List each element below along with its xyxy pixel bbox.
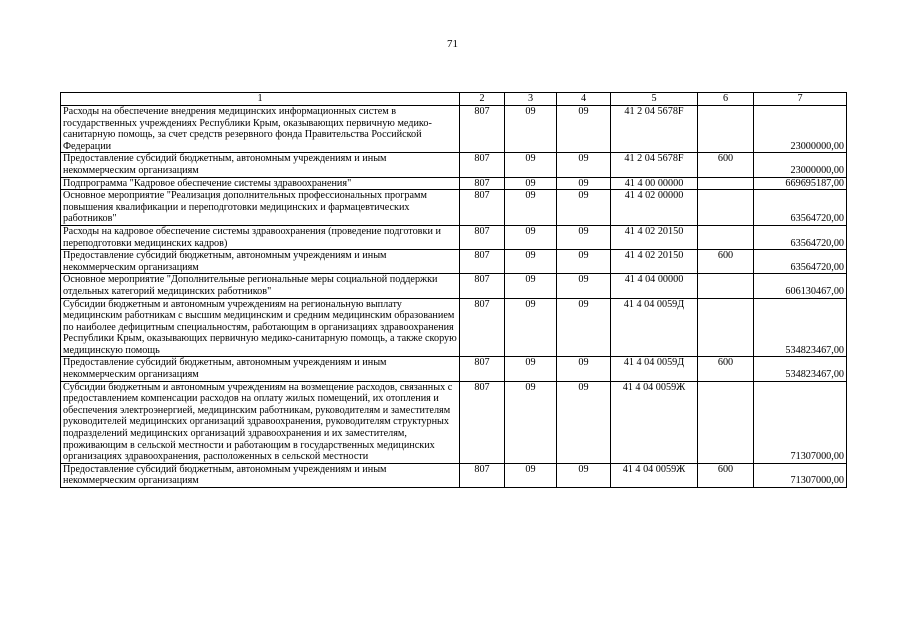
row-subsection-cell: 09 [557,177,611,190]
row-target-article-cell: 41 4 02 00000 [611,190,698,226]
row-admin-code-cell: 807 [460,177,505,190]
row-target-article-cell: 41 4 02 20150 [611,250,698,274]
row-name-cell: Расходы на кадровое обеспечение системы здравоохранения (проведение подготовки и переподготовки медицинских кадров) [61,225,460,249]
table-row [61,177,847,190]
row-admin-code-cell: 807 [460,225,505,249]
row-amount-cell [754,381,847,463]
table-row [61,190,847,226]
table-row [61,106,847,153]
row-expense-type-cell [698,225,754,249]
row-target-article-cell: 41 2 04 5678F [611,106,698,153]
row-amount-cell [754,250,847,274]
row-admin-code-cell: 807 [460,250,505,274]
row-name-cell: Субсидии бюджетным и автономным учреждениям на возмещение расходов, связанных с предоставлением компенсации расходов на оплату жилых помещений, их отопления и обеспечения электроэнергией, медицинским работникам, руководителям и заместителям руководителей медицинских организаций здравоохранения, руководителям структурных подразделений медицинских организаций здравоохранения и их заместителям, проживающим в сельской местности и работающим в государственных медицинских организациях здравоохранения, расположенных в сельской местности [61,381,460,463]
amount-value: 23000000,00 [790,164,844,176]
row-expense-type-cell: 600 [698,357,754,381]
amount-value: 23000000,00 [790,140,844,152]
row-target-article-cell: 41 4 00 00000 [611,177,698,190]
row-expense-type-cell [698,381,754,463]
row-expense-type-cell [698,274,754,298]
row-admin-code-cell: 807 [460,106,505,153]
amount-value: 63564720,00 [790,213,844,225]
header-cell-7: 7 [754,93,847,106]
budget-table-body [61,93,847,488]
row-target-article-cell: 41 4 02 20150 [611,225,698,249]
row-target-article-cell: 41 4 04 0059Д [611,357,698,381]
row-section-cell: 09 [505,274,557,298]
row-expense-type-cell: 600 [698,463,754,487]
amount-value: 63564720,00 [790,237,844,249]
row-name-cell: Основное мероприятие "Реализация дополнительных профессиональных программ повышения квалификации и переподготовки медицинских и фармацевтических работников" [61,190,460,226]
row-section-cell: 09 [505,106,557,153]
row-name-cell: Субсидии бюджетным и автономным учреждениям на региональную выплату медицинским работникам с высшим медицинским и средним медицинским образованием по наиболее дефицитным специальностям, работающим в организациях здравоохранения Республики Крым, оказывающих первичную медико-санитарную помощь, а также скорую медицинскую помощь [61,298,460,357]
table-header-row [61,93,847,106]
header-cell-6: 6 [698,93,754,106]
row-name-cell: Предоставление субсидий бюджетным, автономным учреждениям и иным некоммерческим организациям [61,153,460,177]
row-name-cell: Предоставление субсидий бюджетным, автономным учреждениям и иным некоммерческим организациям [61,463,460,487]
row-amount-cell [754,225,847,249]
row-admin-code-cell: 807 [460,274,505,298]
table-row [61,357,847,381]
row-subsection-cell: 09 [557,250,611,274]
row-name-cell: Предоставление субсидий бюджетным, автономным учреждениям и иным некоммерческим организациям [61,357,460,381]
header-cell-4: 4 [557,93,611,106]
amount-value: 606130467,00 [785,285,844,297]
row-target-article-cell: 41 2 04 5678F [611,153,698,177]
row-subsection-cell: 09 [557,381,611,463]
row-section-cell: 09 [505,381,557,463]
table-row [61,298,847,357]
table-row [61,250,847,274]
row-amount-cell [754,298,847,357]
table-row [61,153,847,177]
table-row [61,225,847,249]
row-expense-type-cell [698,190,754,226]
row-expense-type-cell [698,106,754,153]
table-row [61,274,847,298]
header-cell-5: 5 [611,93,698,106]
row-section-cell: 09 [505,298,557,357]
row-section-cell: 09 [505,357,557,381]
row-expense-type-cell [698,298,754,357]
row-subsection-cell: 09 [557,463,611,487]
row-admin-code-cell: 807 [460,190,505,226]
row-amount-cell [754,177,847,190]
row-admin-code-cell: 807 [460,381,505,463]
amount-value: 669695187,00 [785,177,844,189]
row-section-cell: 09 [505,250,557,274]
row-name-cell: Расходы на обеспечение внедрения медицинских информационных систем в государственных учреждениях Республики Крым, оказывающих первичную медико-санитарную помощь, за счет средств резервного фонда Правительства Российской Федерации [61,106,460,153]
table-row [61,463,847,487]
row-section-cell: 09 [505,177,557,190]
row-section-cell: 09 [505,190,557,226]
row-target-article-cell: 41 4 04 0059Д [611,298,698,357]
row-subsection-cell: 09 [557,190,611,226]
row-subsection-cell: 09 [557,298,611,357]
row-expense-type-cell [698,177,754,190]
amount-value: 71307000,00 [790,475,844,487]
amount-value: 71307000,00 [790,451,844,463]
row-name-cell: Предоставление субсидий бюджетным, автономным учреждениям и иным некоммерческим организациям [61,250,460,274]
row-amount-cell [754,357,847,381]
row-subsection-cell: 09 [557,274,611,298]
row-subsection-cell: 09 [557,153,611,177]
header-cell-2: 2 [460,93,505,106]
amount-value: 534823467,00 [785,344,844,356]
row-name-cell: Подпрограмма "Кадровое обеспечение системы здравоохранения" [61,177,460,190]
row-expense-type-cell: 600 [698,250,754,274]
row-amount-cell [754,190,847,226]
header-cell-1: 1 [61,93,460,106]
row-admin-code-cell: 807 [460,357,505,381]
row-section-cell: 09 [505,463,557,487]
page-number: 71 [447,38,458,50]
header-cell-3: 3 [505,93,557,106]
row-subsection-cell: 09 [557,357,611,381]
row-target-article-cell: 41 4 04 0059Ж [611,463,698,487]
row-amount-cell [754,106,847,153]
row-subsection-cell: 09 [557,225,611,249]
amount-value: 63564720,00 [790,261,844,273]
budget-table [60,92,847,488]
row-amount-cell [754,463,847,487]
amount-value: 534823467,00 [785,369,844,381]
row-admin-code-cell: 807 [460,463,505,487]
row-section-cell: 09 [505,225,557,249]
row-admin-code-cell: 807 [460,298,505,357]
row-amount-cell [754,274,847,298]
row-amount-cell [754,153,847,177]
row-admin-code-cell: 807 [460,153,505,177]
row-target-article-cell: 41 4 04 0059Ж [611,381,698,463]
row-target-article-cell: 41 4 04 00000 [611,274,698,298]
row-expense-type-cell: 600 [698,153,754,177]
row-name-cell: Основное мероприятие "Дополнительные региональные меры социальной поддержки отдельных категорий медицинских работников" [61,274,460,298]
row-subsection-cell: 09 [557,106,611,153]
table-row [61,381,847,463]
row-section-cell: 09 [505,153,557,177]
